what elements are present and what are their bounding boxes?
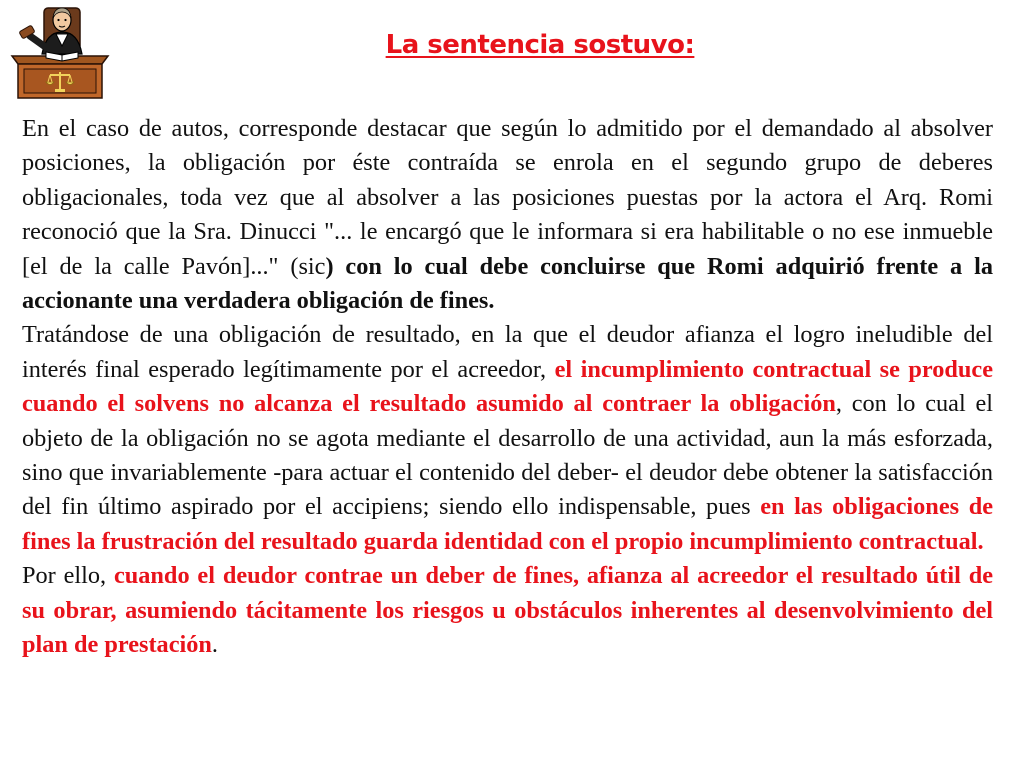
paragraph-3-text-a: Por ello, (22, 562, 114, 590)
slide-title (0, 30, 1024, 60)
paragraph-2-text-b: , con lo cual el objeto de la obligación no se agota mediante el desarrollo de una actividad, aun la más esforzada, sino que invariablemente -para actuar el contenido del deber- el deudor debe obtener la satisfacción del fin último aspirado por el accipiens; siendo ello indispensable, pues (22, 390, 993, 521)
paragraph-2-text-a: Tratándose de una obligación de resultado, en la que el deudor afianza el logro ineludible del interés final esperado legítimamente por el acreedor, (22, 321, 993, 383)
paragraph-2-highlight-a: el incumplimiento contractual se produce cuando el solvens no alcanza el resultado asumido al contraer la obligación (22, 355, 993, 418)
paragraph-3-text-b: . (211, 631, 218, 659)
paragraph-1-text: En el caso de autos, corresponde destacar que según lo admitido por el demandado al absolver posiciones, la obligación por éste contraída se enrola en el segundo grupo de deberes obligacionales, toda vez que al absolver a las posiciones puestas por la actora el Arq. Romi reconoció que la Sra. Dinucci "... le encargó que le informara si era habilitable o no ese inmueble [el de la calle Pavón]..." (sic (22, 115, 993, 280)
paragraph-2-highlight-b: en las obligaciones de fines la frustración del resultado guarda identidad con el propio incumplimiento contractual. (22, 493, 993, 555)
paragraph-3-highlight: cuando el deudor contrae un deber de fines, afianza al acreedor el resultado útil de su obrar, asumiendo tácitamente los riesgos u obstáculos inherentes al desenvolvimiento del plan de prestación (22, 562, 993, 659)
paragraph-1 (22, 112, 993, 318)
slide-title-text: La sentencia sostuvo: (385, 30, 695, 60)
paragraph-3 (22, 559, 993, 662)
paragraph-2 (22, 318, 993, 559)
paragraph-1-conclusion: ) con lo cual debe concluirse que Romi adquirió frente a la accionante una verdadera obligación de fines. (22, 252, 993, 315)
body-text (22, 112, 993, 663)
